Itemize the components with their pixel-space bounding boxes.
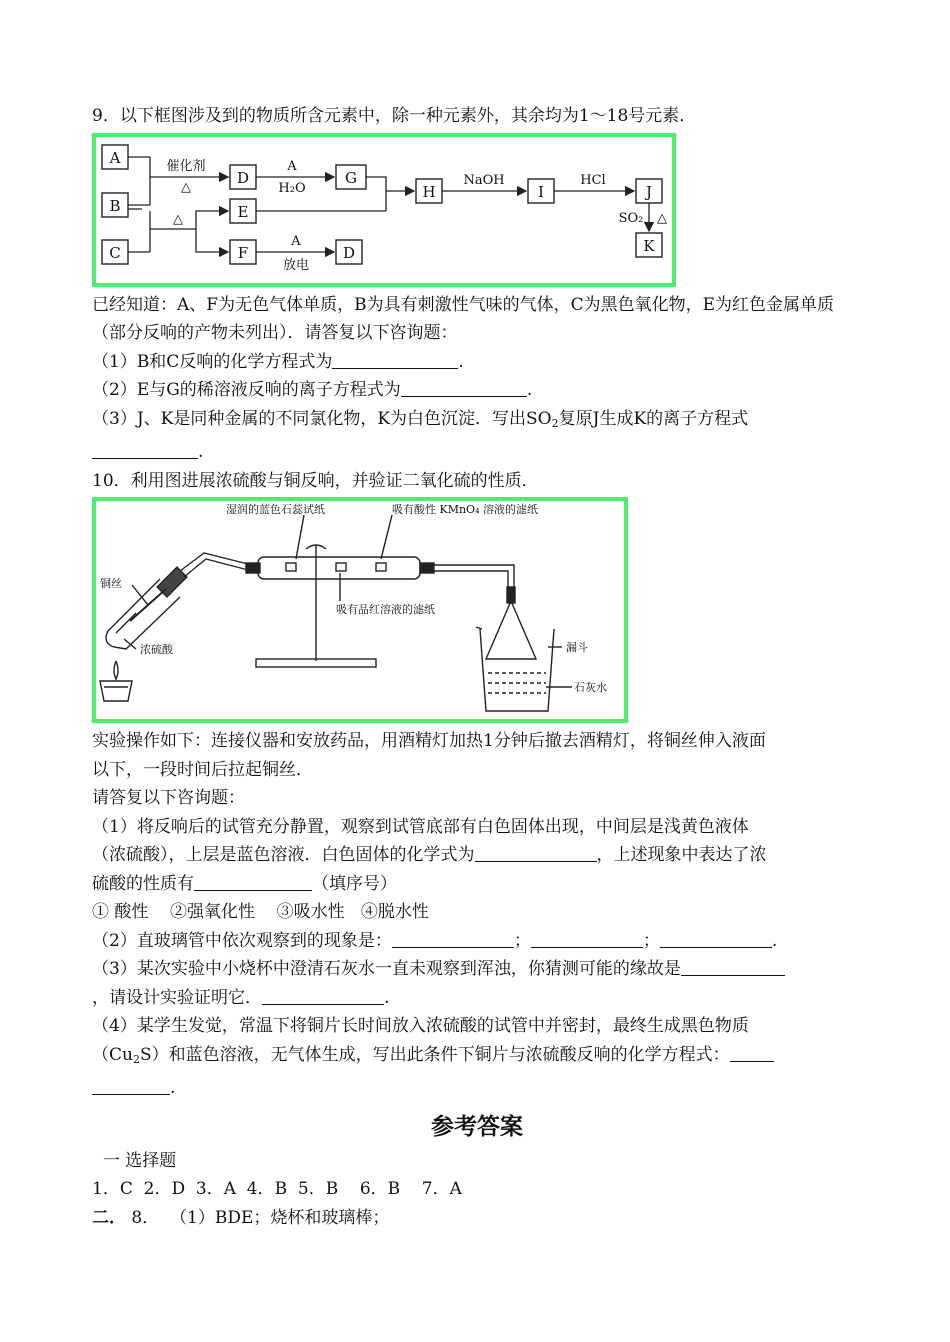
answer-blank[interactable] (660, 929, 772, 948)
q10-s4a: （4）某学生发觉，常温下将铜片长时间放入浓硫酸的试管中并密封，最终生成黑色物质 (92, 1016, 749, 1036)
q9-sub3 (92, 405, 862, 439)
q10-s3b-text: ，请设计实验证明它． (92, 987, 262, 1008)
q10-s1e-text: （填序号） (312, 873, 397, 894)
q10-s2-text: （2）直玻璃管中依次观察到的现象是： (92, 930, 392, 951)
q10-s4b (92, 1041, 862, 1075)
funnel (486, 601, 536, 659)
q9-sub2-text: （2）E与G的稀溶液反响的离子方程式为 (92, 380, 401, 400)
answer-blank[interactable] (681, 957, 785, 976)
document-page (92, 102, 862, 1232)
q10-apparatus-figure (92, 497, 628, 723)
label-d1: D (236, 168, 250, 187)
q9-sub2-period: . (526, 380, 533, 400)
q9-sub3-text-a: （3）J、K是同种金属的不同氯化物，K为白色沉淀．写出SO (92, 408, 552, 429)
label-litmus: 湿润的蓝色石蕊试纸 (226, 503, 325, 516)
acid-level (116, 613, 136, 633)
alcohol-lamp (100, 681, 132, 701)
beaker (480, 629, 554, 711)
label-naoh: NaOH (463, 172, 505, 188)
straight-glass-tube (258, 557, 420, 579)
so2-subscript: 2 (551, 416, 559, 430)
answers-title: 参考答案 (431, 1112, 523, 1140)
answer-blank[interactable] (475, 843, 597, 862)
cu2s-subscript: 2 (132, 1052, 140, 1066)
q9-given: 已经知道：A、F为无色气体单质，B为具有刺激性气味的气体，C为黑色氧化物，E为红色金属单质（部分反响的产物未列出）．请答复以下咨询题： (92, 294, 834, 343)
q9-flow-diagram (92, 133, 676, 287)
label-a-reagent: A (287, 158, 297, 174)
label-acid: 浓硫酸 (140, 643, 173, 656)
label-catalyst: 催化剂 (166, 158, 206, 174)
q9-sub3-blank-line (92, 438, 862, 467)
q10-s3b (92, 984, 862, 1013)
label-kmno4: 吸有酸性 KMnO₄ 溶液的滤纸 (392, 503, 538, 516)
q10-s1b (92, 841, 862, 870)
answers-q8 (92, 1204, 862, 1233)
q10-s2-semi2: ； (642, 930, 660, 951)
answer-blank[interactable] (730, 1043, 774, 1062)
answers-section1: 一 选择题 (92, 1150, 177, 1171)
label-limewater: 石灰水 (574, 681, 607, 694)
q9-diagram-svg (96, 137, 672, 283)
label-j: J (645, 182, 653, 201)
q10-s2-period: . (771, 930, 778, 951)
label-i: I (538, 182, 544, 201)
lamp-flame (114, 661, 118, 679)
q10-op1: 实验操作如下：连接仪器和安放药品，用酒精灯加热1分钟后撤去酒精灯，将铜丝伸入液面 (92, 731, 766, 751)
q10-s2-semi1: ； (513, 930, 531, 951)
q10-options: ① 酸性 ②强氧化性 ③吸水性 ④脱水性 (92, 902, 429, 922)
label-delta2: △ (173, 211, 183, 227)
label-hcl: HCl (580, 172, 606, 188)
q10-s4-period: . (170, 1078, 176, 1098)
kmno4-paper (376, 563, 386, 571)
q10-ask: 请答复以下咨询题： (92, 788, 245, 808)
label-h2o: H₂O (278, 180, 306, 196)
q10-apparatus-svg (96, 501, 624, 719)
answer-blank[interactable] (332, 350, 458, 369)
q10-s3a (92, 955, 862, 984)
answer-blank[interactable] (92, 1076, 170, 1095)
answer-blank[interactable] (401, 378, 527, 397)
label-f: F (237, 243, 249, 262)
q10-op2: 以下，一段时间后拉起铜丝． (92, 759, 313, 780)
answer-blank[interactable] (194, 872, 312, 891)
q10-s4-blank-line (92, 1074, 862, 1103)
q9-sub3-period: . (198, 442, 204, 462)
q10-s4b-text2: S）和蓝色溶液，无气体生成，写出此条件下铜片与浓硫酸反响的化学方程式： (139, 1044, 730, 1065)
label-delta1: △ (181, 179, 191, 195)
label-h: H (422, 182, 436, 201)
label-a-reagent2: A (291, 233, 301, 249)
label-c: C (109, 243, 121, 262)
q9-sub2 (92, 376, 862, 405)
label-funnel: 漏斗 (566, 641, 588, 654)
q10-s3a-text: （3）某次实验中小烧杯中澄清石灰水一直未观察到浑浊，你猜测可能的缘故是 (92, 959, 681, 979)
label-discharge: 放电 (282, 257, 310, 273)
magenta-paper (336, 563, 346, 571)
q10-s1d-text: 硫酸的性质有 (92, 873, 194, 894)
q10-s1c-text: ，上述现象中表达了浓 (596, 845, 767, 865)
label-d2: D (342, 243, 356, 262)
label-b: B (109, 196, 121, 215)
q10-s2 (92, 927, 862, 956)
answers-choices: 1．C 2．D 3．A 4．B 5．B 6．B 7．A (92, 1179, 462, 1199)
answers-q8-text: 8． （1）BDE；烧杯和玻璃棒； (126, 1207, 390, 1228)
label-copper: 铜丝 (100, 577, 122, 590)
q9-sub1 (92, 348, 862, 377)
answers-section2-label: 二． (92, 1207, 126, 1228)
answer-blank[interactable] (92, 440, 198, 459)
q9-stem: 9．以下框图涉及到的物质所含元素中，除一种元素外，其余均为1～18号元素． (92, 106, 697, 126)
q10-s3b-period: . (384, 987, 390, 1008)
label-a: A (109, 148, 121, 167)
label-magenta: 吸有品红溶液的滤纸 (336, 603, 435, 616)
q10-s4b-text1: （Cu (92, 1044, 133, 1065)
q9-sub3-text-b: 复原J生成K的离子方程式 (558, 408, 749, 429)
label-delta3: △ (657, 210, 667, 226)
q10-s1d (92, 870, 862, 899)
litmus-paper (286, 563, 296, 571)
answer-blank[interactable] (392, 929, 514, 948)
label-k: K (643, 236, 655, 255)
q9-sub1-text: （1）B和C反响的化学方程式为 (92, 351, 333, 372)
label-e: E (237, 202, 249, 221)
q10-s1a: （1）将反响后的试管充分静置，观察到试管底部有白色固体出现，中间层是浅黄色液体 (92, 816, 749, 837)
label-g: G (345, 168, 357, 187)
q9-sub1-period: . (458, 351, 464, 372)
label-so2: SO₂ (618, 210, 644, 226)
q10-stem: 10．利用图进展浓硫酸与铜反响，并验证二氧化硫的性质． (92, 470, 539, 491)
answer-blank[interactable] (262, 986, 384, 1005)
q10-s1b-text: （浓硫酸），上层是蓝色溶液．白色固体的化学式为 (92, 845, 475, 865)
answer-blank[interactable] (531, 929, 643, 948)
